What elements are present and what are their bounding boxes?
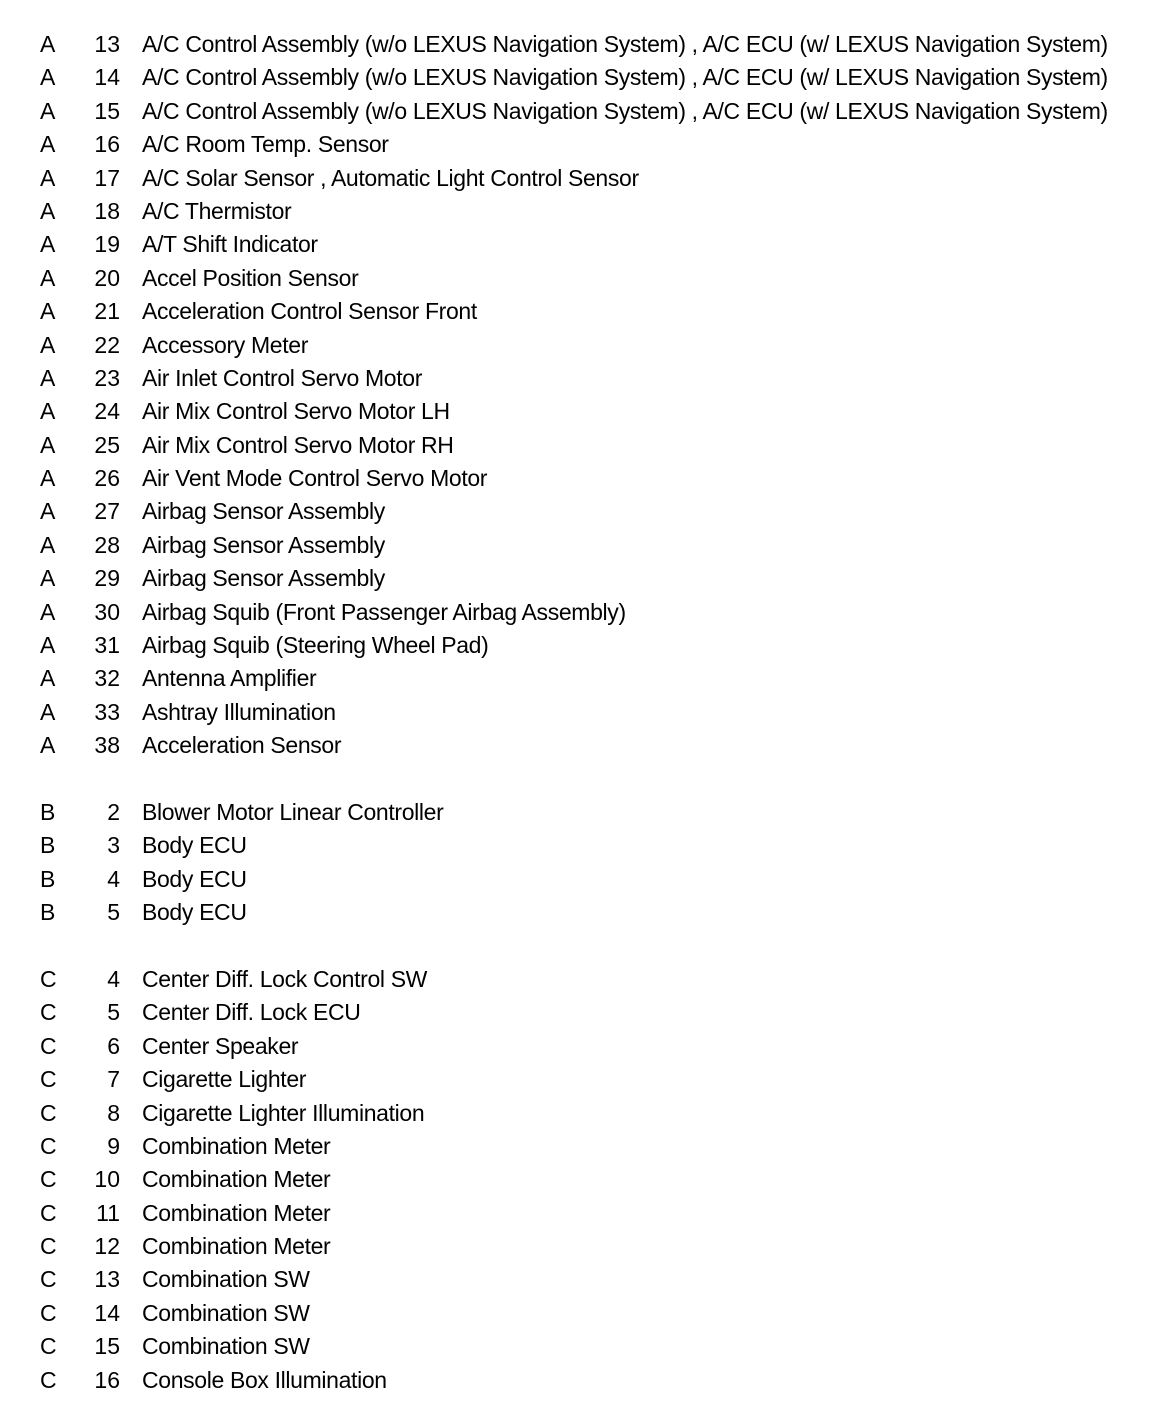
list-item xyxy=(0,95,1152,128)
connector-number: 32 xyxy=(94,665,120,692)
connector-letter: A xyxy=(40,665,56,692)
connector-letter: B xyxy=(40,865,56,892)
list-item xyxy=(0,1097,1152,1130)
list-item xyxy=(0,61,1152,94)
connector-group-c xyxy=(0,963,1152,1397)
connector-letter: A xyxy=(40,64,56,91)
list-item xyxy=(0,896,1152,929)
list-item xyxy=(0,329,1152,362)
connector-number: 13 xyxy=(94,31,120,57)
list-item xyxy=(0,996,1152,1029)
connector-description: Airbag Sensor Assembly xyxy=(142,498,385,525)
connector-number: 6 xyxy=(107,1032,120,1059)
connector-number: 10 xyxy=(94,1166,120,1193)
list-item xyxy=(0,362,1152,395)
connector-letter: C xyxy=(40,1132,57,1159)
connector-letter: C xyxy=(40,1266,57,1293)
list-item xyxy=(0,1364,1152,1397)
connector-number: 31 xyxy=(94,632,120,659)
connector-number: 30 xyxy=(94,598,120,625)
connector-number: 18 xyxy=(94,197,120,224)
connector-letter: C xyxy=(40,1066,57,1093)
list-item xyxy=(0,529,1152,562)
connector-number: 11 xyxy=(96,1199,120,1226)
connector-letter: A xyxy=(40,698,56,725)
list-item xyxy=(0,562,1152,595)
list-item xyxy=(0,596,1152,629)
list-item xyxy=(0,495,1152,528)
connector-description: Combination SW xyxy=(142,1333,310,1360)
connector-letter: A xyxy=(40,197,56,224)
list-item xyxy=(0,829,1152,862)
connector-letter: A xyxy=(40,732,56,759)
connector-number: 21 xyxy=(94,298,120,325)
connector-number: 2 xyxy=(107,798,120,825)
connector-letter: B xyxy=(40,899,56,926)
list-item xyxy=(0,395,1152,428)
list-item xyxy=(0,162,1152,195)
connector-letter: C xyxy=(40,1233,57,1260)
connector-number: 29 xyxy=(94,565,120,592)
connector-letter: A xyxy=(40,131,56,158)
connector-description: Accessory Meter xyxy=(142,331,309,358)
connector-letter: A xyxy=(40,331,56,358)
connector-letter: C xyxy=(40,1366,57,1393)
list-item xyxy=(0,1230,1152,1263)
connector-number: 13 xyxy=(94,1266,120,1293)
connector-letter: A xyxy=(40,431,56,458)
connector-number: 38 xyxy=(94,732,120,759)
connector-letter: A xyxy=(40,398,56,425)
connector-description: Ashtray Illumination xyxy=(142,698,336,725)
connector-number: 4 xyxy=(107,865,120,892)
connector-number: 16 xyxy=(94,131,120,158)
connector-letter: A xyxy=(40,632,56,659)
list-item xyxy=(0,662,1152,695)
connector-letter: C xyxy=(40,1199,57,1226)
connector-number: 4 xyxy=(107,965,120,992)
connector-description: Combination SW xyxy=(142,1299,310,1326)
connector-number: 27 xyxy=(94,498,120,525)
connector-description: Acceleration Control Sensor Front xyxy=(142,298,477,325)
connector-letter: A xyxy=(40,531,56,558)
connector-description: Body ECU xyxy=(142,832,247,859)
connector-number: 33 xyxy=(94,698,120,725)
connector-description: Air Mix Control Servo Motor RH xyxy=(142,431,454,458)
connector-number: 5 xyxy=(107,999,120,1026)
connector-group-b xyxy=(0,796,1152,930)
list-item xyxy=(0,1197,1152,1230)
connector-description: Combination Meter xyxy=(142,1199,331,1226)
connector-letter: C xyxy=(40,1333,57,1360)
connector-letter: C xyxy=(40,1166,57,1193)
list-item xyxy=(0,295,1152,328)
connector-number: 14 xyxy=(94,64,120,91)
connector-description: Cigarette Lighter xyxy=(142,1066,307,1093)
connector-number: 23 xyxy=(94,364,120,391)
connector-number: 22 xyxy=(94,331,120,358)
connector-description: Center Diff. Lock ECU xyxy=(142,999,361,1026)
connector-number: 17 xyxy=(94,164,120,191)
connector-list xyxy=(0,28,1152,1397)
connector-letter: A xyxy=(40,231,56,258)
connector-number: 26 xyxy=(94,465,120,492)
connector-description: Accel Position Sensor xyxy=(142,264,359,291)
connector-letter: A xyxy=(40,598,56,625)
list-item xyxy=(0,1030,1152,1063)
connector-description: Cigarette Lighter Illumination xyxy=(142,1099,425,1126)
list-item xyxy=(0,629,1152,662)
connector-number: 24 xyxy=(94,398,120,425)
connector-description: A/C Thermistor xyxy=(142,197,292,224)
connector-description: A/T Shift Indicator xyxy=(142,231,318,258)
list-item xyxy=(0,1163,1152,1196)
connector-number: 9 xyxy=(107,1132,120,1159)
connector-description: Body ECU xyxy=(142,865,247,892)
list-item xyxy=(0,128,1152,161)
list-item xyxy=(0,963,1152,996)
connector-group-a xyxy=(0,28,1152,763)
connector-description: Air Vent Mode Control Servo Motor xyxy=(142,465,488,492)
list-item xyxy=(0,863,1152,896)
connector-description: Airbag Squib (Steering Wheel Pad) xyxy=(142,632,489,659)
connector-description: Combination Meter xyxy=(142,1132,331,1159)
connector-description: A/C Control Assembly (w/o LEXUS Navigation System) , A/C ECU (w/ LEXUS Navigation System) xyxy=(142,97,1108,124)
connector-number: 5 xyxy=(107,899,120,926)
connector-description: Blower Motor Linear Controller xyxy=(142,798,444,825)
connector-number: 14 xyxy=(94,1299,120,1326)
connector-description: Airbag Squib (Front Passenger Airbag Assembly) xyxy=(142,598,626,625)
connector-description: A/C Control Assembly (w/o LEXUS Navigation System) , A/C ECU (w/ LEXUS Navigation System) xyxy=(142,31,1108,57)
connector-number: 7 xyxy=(107,1066,120,1093)
connector-letter: B xyxy=(40,832,56,859)
connector-number: 19 xyxy=(94,231,120,258)
list-item xyxy=(0,1130,1152,1163)
connector-description: A/C Control Assembly (w/o LEXUS Navigation System) , A/C ECU (w/ LEXUS Navigation System) xyxy=(142,64,1108,91)
connector-description: Center Speaker xyxy=(142,1032,299,1059)
list-item xyxy=(0,429,1152,462)
connector-letter: B xyxy=(40,798,56,825)
connector-description: Acceleration Sensor xyxy=(142,732,342,759)
connector-description: Airbag Sensor Assembly xyxy=(142,531,385,558)
connector-description: A/C Solar Sensor , Automatic Light Control Sensor xyxy=(142,164,639,191)
list-item xyxy=(0,262,1152,295)
connector-number: 8 xyxy=(107,1099,120,1126)
connector-description: Air Inlet Control Servo Motor xyxy=(142,364,423,391)
connector-description: A/C Room Temp. Sensor xyxy=(142,131,389,158)
list-item xyxy=(0,796,1152,829)
list-item xyxy=(0,1297,1152,1330)
list-item xyxy=(0,1263,1152,1296)
connector-description: Combination SW xyxy=(142,1266,310,1293)
connector-letter: C xyxy=(40,999,57,1026)
connector-number: 15 xyxy=(94,97,120,124)
connector-letter: C xyxy=(40,1299,57,1326)
connector-letter: C xyxy=(40,965,57,992)
connector-number: 20 xyxy=(94,264,120,291)
connector-number: 3 xyxy=(107,832,120,859)
connector-description: Body ECU xyxy=(142,899,247,926)
connector-description: Console Box Illumination xyxy=(142,1366,387,1393)
connector-description: Combination Meter xyxy=(142,1233,331,1260)
connector-description: Center Diff. Lock Control SW xyxy=(142,965,428,992)
connector-number: 25 xyxy=(94,431,120,458)
connector-letter: A xyxy=(40,97,56,124)
connector-description: Antenna Amplifier xyxy=(142,665,317,692)
list-item xyxy=(0,462,1152,495)
connector-description: Combination Meter xyxy=(142,1166,331,1193)
connector-letter: A xyxy=(40,31,56,57)
connector-number: 12 xyxy=(94,1233,120,1260)
connector-letter: A xyxy=(40,164,56,191)
connector-letter: C xyxy=(40,1032,57,1059)
connector-description: Airbag Sensor Assembly xyxy=(142,565,385,592)
connector-number: 15 xyxy=(94,1333,120,1360)
connector-letter: A xyxy=(40,364,56,391)
connector-letter: A xyxy=(40,498,56,525)
connector-number: 16 xyxy=(94,1366,120,1393)
list-item xyxy=(0,28,1152,61)
connector-letter: A xyxy=(40,264,56,291)
connector-letter: A xyxy=(40,298,56,325)
connector-letter: A xyxy=(40,565,56,592)
list-item xyxy=(0,729,1152,762)
list-item xyxy=(0,228,1152,261)
list-item xyxy=(0,195,1152,228)
connector-letter: A xyxy=(40,465,56,492)
connector-number: 28 xyxy=(94,531,120,558)
list-item xyxy=(0,1063,1152,1096)
list-item xyxy=(0,696,1152,729)
connector-description: Air Mix Control Servo Motor LH xyxy=(142,398,450,425)
list-item xyxy=(0,1330,1152,1363)
connector-letter: C xyxy=(40,1099,57,1126)
